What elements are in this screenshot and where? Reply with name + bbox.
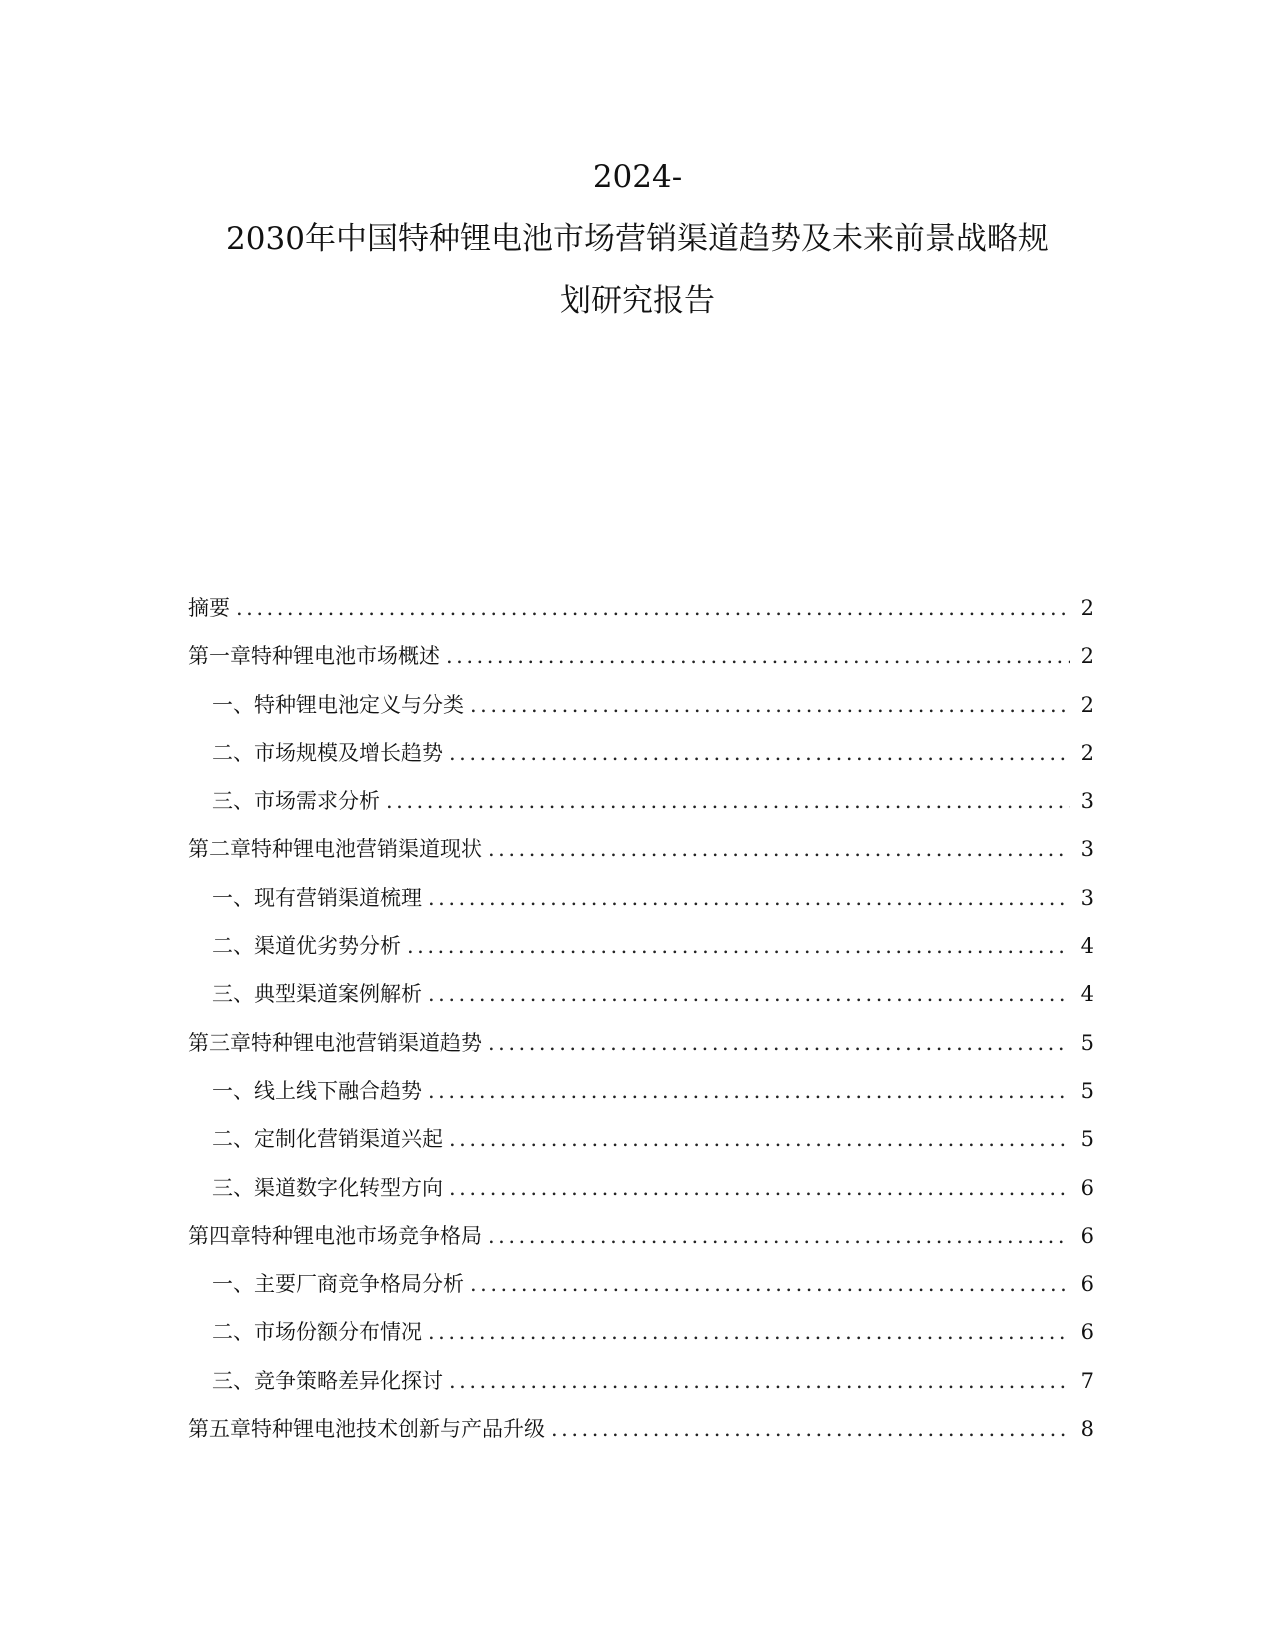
toc-entry[interactable] (188, 1173, 1094, 1221)
toc-entry-label: 线上线下融合趋势 (254, 1078, 422, 1103)
toc-page-number: 5 (1080, 1127, 1094, 1152)
toc-page-number: 2 (1080, 596, 1094, 620)
toc-entry[interactable] (188, 593, 1094, 641)
title-line: 2030年中国特种锂电池市场营销渠道趋势及未来前景战略规 (226, 221, 1049, 257)
table-of-contents (188, 593, 1094, 1462)
toc-entry-label: 渠道数字化转型方向 (254, 1175, 443, 1200)
toc-entry-number: 二、 (212, 1320, 254, 1345)
toc-dot-leader (488, 1221, 1070, 1251)
toc-entry[interactable] (188, 1366, 1094, 1414)
toc-dot-leader (551, 1414, 1070, 1444)
toc-page-number: 8 (1080, 1417, 1094, 1442)
toc-page-number: 6 (1080, 1320, 1094, 1345)
toc-entry-number: 第五章 (188, 1417, 251, 1442)
toc-entry[interactable] (188, 979, 1094, 1027)
toc-entry-label: 特种锂电池营销渠道趋势 (251, 1030, 482, 1055)
toc-entry-label: 特种锂电池营销渠道现状 (251, 837, 482, 862)
toc-dot-leader (449, 1173, 1070, 1203)
toc-entry-label: 市场规模及增长趋势 (254, 740, 443, 765)
toc-entry-label: 现有营销渠道梳理 (254, 885, 422, 910)
toc-entry-label: 特种锂电池技术创新与产品升级 (251, 1417, 545, 1442)
toc-dot-leader (428, 1317, 1070, 1347)
title-line: 划研究报告 (560, 283, 715, 319)
toc-entry-label: 竞争策略差异化探讨 (254, 1368, 443, 1393)
toc-entry-number: 二、 (212, 1127, 254, 1152)
toc-dot-leader (470, 1269, 1070, 1299)
toc-page-number: 5 (1080, 1030, 1094, 1055)
toc-dot-leader (428, 1076, 1070, 1106)
toc-dot-leader (428, 883, 1070, 913)
toc-entry[interactable] (188, 1269, 1094, 1317)
toc-page-number: 3 (1080, 885, 1094, 910)
toc-entry[interactable] (188, 1028, 1094, 1076)
toc-entry-number: 三、 (212, 1175, 254, 1200)
toc-entry-number: 第四章 (188, 1223, 251, 1248)
toc-entry[interactable] (188, 1414, 1094, 1462)
toc-page-number: 2 (1080, 692, 1094, 717)
toc-dot-leader (449, 1366, 1070, 1396)
toc-entry-number: 三、 (212, 789, 254, 814)
toc-dot-leader (449, 738, 1070, 768)
toc-entry-number: 三、 (212, 982, 254, 1007)
toc-entry[interactable] (188, 641, 1094, 689)
toc-page-number: 6 (1080, 1175, 1094, 1200)
toc-page-number: 2 (1080, 644, 1094, 669)
toc-dot-leader (386, 786, 1070, 816)
toc-entry[interactable] (188, 1076, 1094, 1124)
toc-entry-number: 第三章 (188, 1030, 251, 1055)
toc-entry[interactable] (188, 786, 1094, 834)
toc-dot-leader (488, 1028, 1070, 1058)
toc-entry[interactable] (188, 690, 1094, 738)
toc-entry-label: 主要厂商竞争格局分析 (254, 1272, 464, 1297)
toc-page-number: 3 (1080, 789, 1094, 814)
toc-entry-label: 特种锂电池定义与分类 (254, 692, 464, 717)
toc-page-number: 4 (1080, 934, 1094, 959)
toc-entry-label: 特种锂电池市场概述 (251, 644, 440, 669)
toc-page-number: 6 (1080, 1223, 1094, 1248)
toc-entry-number: 二、 (212, 934, 254, 959)
toc-entry-number: 一、 (212, 885, 254, 910)
toc-entry[interactable] (188, 883, 1094, 931)
toc-entry-number: 第二章 (188, 837, 251, 862)
toc-entry-number: 一、 (212, 692, 254, 717)
toc-entry-label: 市场需求分析 (254, 789, 380, 814)
toc-entry[interactable] (188, 1124, 1094, 1172)
toc-entry[interactable] (188, 931, 1094, 979)
toc-dot-leader (449, 1124, 1070, 1154)
toc-entry-number: 三、 (212, 1368, 254, 1393)
toc-entry[interactable] (188, 834, 1094, 882)
toc-entry-number: 二、 (212, 740, 254, 765)
toc-entry-label: 典型渠道案例解析 (254, 982, 422, 1007)
document-title (0, 146, 1275, 332)
toc-dot-leader (236, 593, 1070, 623)
toc-entry-label: 特种锂电池市场竞争格局 (251, 1223, 482, 1248)
toc-entry-label: 摘要 (188, 596, 230, 620)
toc-entry-label: 市场份额分布情况 (254, 1320, 422, 1345)
toc-entry[interactable] (188, 1221, 1094, 1269)
toc-dot-leader (446, 641, 1070, 671)
toc-entry-label: 定制化营销渠道兴起 (254, 1127, 443, 1152)
toc-page-number: 3 (1080, 837, 1094, 862)
toc-entry[interactable] (188, 1317, 1094, 1365)
toc-page-number: 7 (1080, 1368, 1094, 1393)
toc-dot-leader (470, 690, 1070, 720)
toc-dot-leader (428, 979, 1070, 1009)
toc-entry[interactable] (188, 738, 1094, 786)
toc-page-number: 2 (1080, 740, 1094, 765)
toc-entry-number: 第一章 (188, 644, 251, 669)
toc-entry-number: 一、 (212, 1272, 254, 1297)
toc-entry-label: 渠道优劣势分析 (254, 934, 401, 959)
toc-page-number: 5 (1080, 1078, 1094, 1103)
toc-dot-leader (407, 931, 1070, 961)
toc-page-number: 4 (1080, 982, 1094, 1007)
toc-dot-leader (488, 834, 1070, 864)
toc-entry-number: 一、 (212, 1078, 254, 1103)
toc-page-number: 6 (1080, 1272, 1094, 1297)
title-line: 2024- (592, 159, 683, 195)
